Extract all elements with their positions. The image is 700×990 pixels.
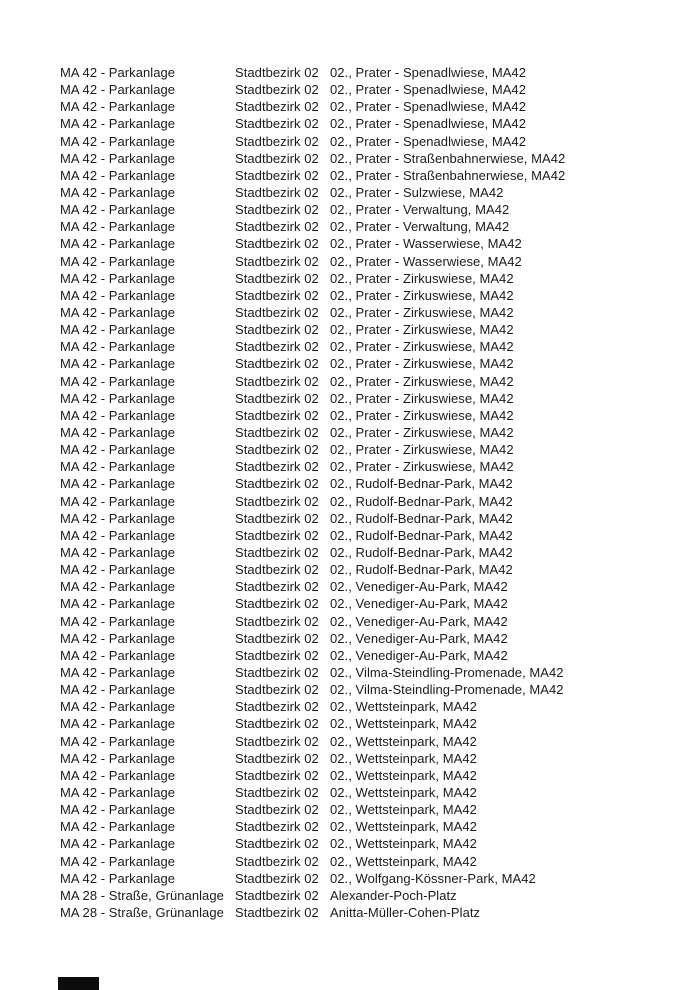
category-cell: MA 42 - Parkanlage [60,750,176,766]
location-cell: 02., Prater - Wasserwiese, MA42 [330,236,522,252]
location-cell: 02., Wettsteinpark, MA42 [330,733,477,749]
table-row [60,390,565,407]
district-cell: Stadtbezirk 02 [235,630,319,646]
category-cell: MA 42 - Parkanlage [60,133,176,149]
table-row [60,218,565,235]
district-cell: Stadtbezirk 02 [235,425,319,441]
table-row [60,407,565,424]
partial-dark-element [58,977,99,990]
location-cell: 02., Prater - Spenadlwiese, MA42 [330,116,526,132]
district-cell: Stadtbezirk 02 [235,802,319,818]
district-cell: Stadtbezirk 02 [235,664,319,680]
district-cell: Stadtbezirk 02 [235,853,319,869]
location-cell: 02., Prater - Zirkuswiese, MA42 [330,425,514,441]
location-cell: 02., Prater - Straßenbahnerwiese, MA42 [330,167,566,183]
table-row [60,698,565,715]
category-cell: MA 42 - Parkanlage [60,167,176,183]
category-cell: MA 42 - Parkanlage [60,579,176,595]
table-row [60,253,565,270]
district-cell: Stadtbezirk 02 [235,596,319,612]
location-cell: 02., Prater - Sulzwiese, MA42 [330,185,504,201]
table-row [60,750,565,767]
category-cell: MA 42 - Parkanlage [60,390,176,406]
location-cell: 02., Prater - Verwaltung, MA42 [330,202,510,218]
category-cell: MA 42 - Parkanlage [60,356,176,372]
location-cell: 02., Prater - Zirkuswiese, MA42 [330,322,514,338]
table-row [60,818,565,835]
location-cell: 02., Prater - Zirkuswiese, MA42 [330,287,514,303]
table-row [60,613,565,630]
table-row [60,115,565,132]
category-cell: MA 42 - Parkanlage [60,253,176,269]
table-row [60,81,565,98]
category-cell: MA 42 - Parkanlage [60,510,176,526]
district-cell: Stadtbezirk 02 [235,99,319,115]
location-cell: 02., Wettsteinpark, MA42 [330,716,477,732]
district-cell: Stadtbezirk 02 [235,236,319,252]
district-cell: Stadtbezirk 02 [235,442,319,458]
district-cell: Stadtbezirk 02 [235,562,319,578]
category-cell: MA 42 - Parkanlage [60,219,176,235]
district-cell: Stadtbezirk 02 [235,819,319,835]
district-cell: Stadtbezirk 02 [235,219,319,235]
district-cell: Stadtbezirk 02 [235,579,319,595]
district-cell: Stadtbezirk 02 [235,459,319,475]
table-row [60,441,565,458]
category-cell: MA 42 - Parkanlage [60,562,176,578]
category-cell: MA 42 - Parkanlage [60,425,176,441]
location-cell: 02., Prater - Wasserwiese, MA42 [330,253,522,269]
location-cell: 02., Prater - Spenadlwiese, MA42 [330,82,526,98]
table-row [60,527,565,544]
location-cell: 02., Rudolf-Bednar-Park, MA42 [330,493,513,509]
category-cell: MA 42 - Parkanlage [60,699,176,715]
location-cell: 02., Rudolf-Bednar-Park, MA42 [330,562,513,578]
district-cell: Stadtbezirk 02 [235,202,319,218]
category-cell: MA 28 - Straße, Grünanlage [60,887,224,903]
district-cell: Stadtbezirk 02 [235,253,319,269]
category-cell: MA 42 - Parkanlage [60,613,176,629]
district-cell: Stadtbezirk 02 [235,887,319,903]
table-row [60,493,565,510]
district-cell: Stadtbezirk 02 [235,682,319,698]
table-row [60,64,565,81]
table-row [60,801,565,818]
location-cell: 02., Venediger-Au-Park, MA42 [330,613,508,629]
category-cell: MA 42 - Parkanlage [60,716,176,732]
location-cell: 02., Prater - Zirkuswiese, MA42 [330,459,514,475]
table-row [60,784,565,801]
category-cell: MA 42 - Parkanlage [60,305,176,321]
table-row [60,852,565,869]
district-cell: Stadtbezirk 02 [235,150,319,166]
location-cell: 02., Rudolf-Bednar-Park, MA42 [330,545,513,560]
district-cell: Stadtbezirk 02 [235,716,319,732]
district-cell: Stadtbezirk 02 [235,339,319,355]
location-cell: 02., Wettsteinpark, MA42 [330,802,477,818]
table-row [60,373,565,390]
location-cell: 02., Prater - Zirkuswiese, MA42 [330,390,514,406]
records-list [60,64,565,921]
district-cell: Stadtbezirk 02 [235,373,319,389]
location-cell: 02., Prater - Spenadlwiese, MA42 [330,65,526,81]
category-cell: MA 42 - Parkanlage [60,545,176,560]
district-cell: Stadtbezirk 02 [235,356,319,372]
table-row [60,595,565,612]
category-cell: MA 42 - Parkanlage [60,407,176,423]
district-cell: Stadtbezirk 02 [235,613,319,629]
location-cell: 02., Venediger-Au-Park, MA42 [330,596,508,612]
category-cell: MA 28 - Straße, Grünanlage [60,904,224,920]
category-cell: MA 42 - Parkanlage [60,819,176,835]
category-cell: MA 42 - Parkanlage [60,596,176,612]
category-cell: MA 42 - Parkanlage [60,853,176,869]
location-cell: Alexander-Poch-Platz [330,887,457,903]
category-cell: MA 42 - Parkanlage [60,647,176,663]
location-cell: 02., Prater - Zirkuswiese, MA42 [330,305,514,321]
district-cell: Stadtbezirk 02 [235,767,319,783]
table-row [60,133,565,150]
category-cell: MA 42 - Parkanlage [60,442,176,458]
table-row [60,270,565,287]
location-cell: Anitta-Müller-Cohen-Platz [330,904,481,920]
location-cell: 02., Prater - Zirkuswiese, MA42 [330,407,514,423]
district-cell: Stadtbezirk 02 [235,870,319,886]
table-row [60,681,565,698]
table-row [60,475,565,492]
category-cell: MA 42 - Parkanlage [60,836,176,852]
table-row [60,235,565,252]
district-cell: Stadtbezirk 02 [235,493,319,509]
district-cell: Stadtbezirk 02 [235,185,319,201]
location-cell: 02., Prater - Verwaltung, MA42 [330,219,510,235]
category-cell: MA 42 - Parkanlage [60,116,176,132]
table-row [60,184,565,201]
district-cell: Stadtbezirk 02 [235,82,319,98]
table-row [60,647,565,664]
table-row [60,715,565,732]
location-cell: 02., Venediger-Au-Park, MA42 [330,579,508,595]
location-cell: 02., Wettsteinpark, MA42 [330,819,477,835]
category-cell: MA 42 - Parkanlage [60,682,176,698]
location-cell: 02., Wettsteinpark, MA42 [330,767,477,783]
category-cell: MA 42 - Parkanlage [60,185,176,201]
district-cell: Stadtbezirk 02 [235,270,319,286]
district-cell: Stadtbezirk 02 [235,733,319,749]
district-cell: Stadtbezirk 02 [235,476,319,492]
category-cell: MA 42 - Parkanlage [60,630,176,646]
category-cell: MA 42 - Parkanlage [60,733,176,749]
location-cell: 02., Wettsteinpark, MA42 [330,853,477,869]
district-cell: Stadtbezirk 02 [235,390,319,406]
location-cell: 02., Prater - Spenadlwiese, MA42 [330,99,526,115]
category-cell: MA 42 - Parkanlage [60,82,176,98]
category-cell: MA 42 - Parkanlage [60,270,176,286]
category-cell: MA 42 - Parkanlage [60,202,176,218]
location-cell: 02., Prater - Zirkuswiese, MA42 [330,270,514,286]
district-cell: Stadtbezirk 02 [235,167,319,183]
category-cell: MA 42 - Parkanlage [60,664,176,680]
location-cell: 02., Wettsteinpark, MA42 [330,750,477,766]
location-cell: 02., Wettsteinpark, MA42 [330,836,477,852]
table-row [60,904,565,921]
location-cell: 02., Vilma-Steindling-Promenade, MA42 [330,664,564,680]
location-cell: 02., Rudolf-Bednar-Park, MA42 [330,476,513,492]
location-cell: 02., Prater - Zirkuswiese, MA42 [330,339,514,355]
table-row [60,732,565,749]
category-cell: MA 42 - Parkanlage [60,767,176,783]
category-cell: MA 42 - Parkanlage [60,65,176,81]
table-row [60,887,565,904]
district-cell: Stadtbezirk 02 [235,750,319,766]
location-cell: 02., Prater - Zirkuswiese, MA42 [330,373,514,389]
location-cell: 02., Vilma-Steindling-Promenade, MA42 [330,682,564,698]
category-cell: MA 42 - Parkanlage [60,99,176,115]
district-cell: Stadtbezirk 02 [235,784,319,800]
location-cell: 02., Prater - Spenadlwiese, MA42 [330,133,526,149]
district-cell: Stadtbezirk 02 [235,322,319,338]
category-cell: MA 42 - Parkanlage [60,287,176,303]
table-row [60,338,565,355]
district-cell: Stadtbezirk 02 [235,836,319,852]
district-cell: Stadtbezirk 02 [235,287,319,303]
table-row [60,201,565,218]
location-cell: 02., Venediger-Au-Park, MA42 [330,630,508,646]
table-row [60,304,565,321]
table-row [60,544,565,561]
category-cell: MA 42 - Parkanlage [60,493,176,509]
district-cell: Stadtbezirk 02 [235,545,319,560]
table-row [60,510,565,527]
category-cell: MA 42 - Parkanlage [60,870,176,886]
district-cell: Stadtbezirk 02 [235,116,319,132]
category-cell: MA 42 - Parkanlage [60,802,176,818]
category-cell: MA 42 - Parkanlage [60,459,176,475]
location-cell: 02., Wolfgang-Kössner-Park, MA42 [330,870,536,886]
category-cell: MA 42 - Parkanlage [60,322,176,338]
location-cell: 02., Prater - Zirkuswiese, MA42 [330,442,514,458]
category-cell: MA 42 - Parkanlage [60,150,176,166]
district-cell: Stadtbezirk 02 [235,904,319,920]
table-row [60,287,565,304]
table-row [60,561,565,578]
location-cell: 02., Prater - Zirkuswiese, MA42 [330,356,514,372]
table-row [60,424,565,441]
table-row [60,167,565,184]
district-cell: Stadtbezirk 02 [235,65,319,81]
district-cell: Stadtbezirk 02 [235,699,319,715]
table-row [60,664,565,681]
district-cell: Stadtbezirk 02 [235,527,319,543]
district-cell: Stadtbezirk 02 [235,407,319,423]
district-cell: Stadtbezirk 02 [235,647,319,663]
category-cell: MA 42 - Parkanlage [60,476,176,492]
location-cell: 02., Venediger-Au-Park, MA42 [330,647,508,663]
category-cell: MA 42 - Parkanlage [60,373,176,389]
table-row [60,355,565,372]
table-row [60,98,565,115]
location-cell: 02., Wettsteinpark, MA42 [330,699,477,715]
category-cell: MA 42 - Parkanlage [60,236,176,252]
category-cell: MA 42 - Parkanlage [60,339,176,355]
table-row [60,150,565,167]
table-row [60,578,565,595]
category-cell: MA 42 - Parkanlage [60,527,176,543]
location-cell: 02., Prater - Straßenbahnerwiese, MA42 [330,150,566,166]
district-cell: Stadtbezirk 02 [235,133,319,149]
table-row [60,630,565,647]
table-row [60,458,565,475]
table-row [60,767,565,784]
location-cell: 02., Wettsteinpark, MA42 [330,784,477,800]
district-cell: Stadtbezirk 02 [235,305,319,321]
district-cell: Stadtbezirk 02 [235,510,319,526]
location-cell: 02., Rudolf-Bednar-Park, MA42 [330,527,513,543]
table-row [60,870,565,887]
location-cell: 02., Rudolf-Bednar-Park, MA42 [330,510,513,526]
table-row [60,321,565,338]
table-row [60,835,565,852]
category-cell: MA 42 - Parkanlage [60,784,176,800]
